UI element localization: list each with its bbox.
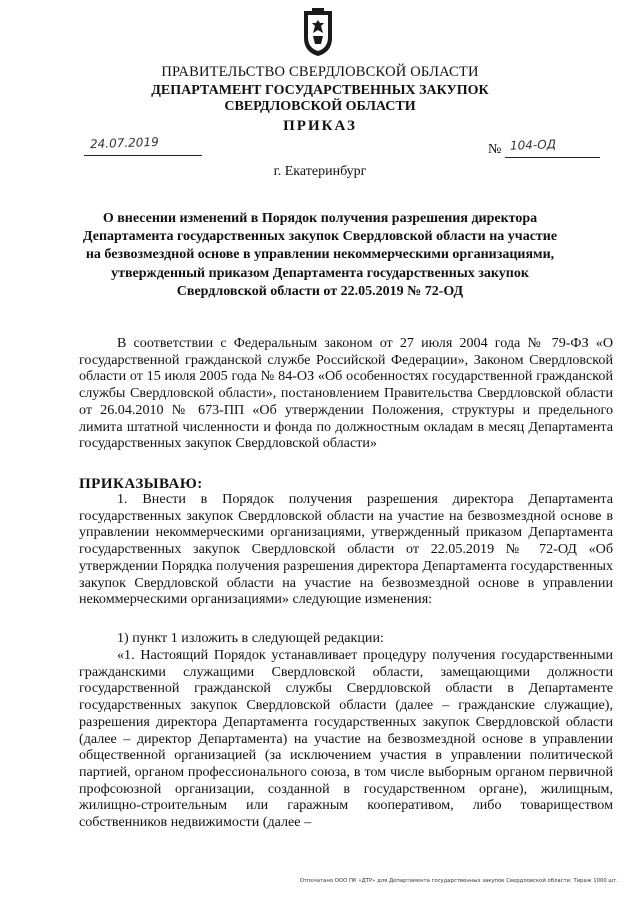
government-name: ПРАВИТЕЛЬСТВО СВЕРДЛОВСКОЙ ОБЛАСТИ bbox=[161, 64, 479, 80]
quoted-new-text-paragraph: «1. Настоящий Порядок устанавливает процедуру получения государственными гражданскими служащими Свердловской области, замещающими должности государственной гражданской службы Свердловской области в Департаменте государственных закупок Свердловской области (далее – гражданские служащие), разрешения директора Департамента государственных закупок Свердловской области (далее – директор Департамента) на участие на безвозмездной основе в управлении общественной организацией (за исключением участия в управлении политической партией, органом профессионального союза, в том числе выборным органом первичной профсоюзной организации, созданной в государственном органе), жилищным, жилищно-строительным или гаражным кооперативом, либо товариществом собственников недвижимости (далее – bbox=[79, 647, 613, 831]
order-word: ПРИКАЗЫВАЮ: bbox=[79, 476, 203, 492]
department-name-line2: СВЕРДЛОВСКОЙ ОБЛАСТИ bbox=[224, 99, 416, 114]
document-type: ПРИКАЗ bbox=[283, 118, 357, 134]
print-footer: Отпечатано ООО ПК «ДТР» для Департамента государственных закупок Свердловской области. Тираж 1000 шт. bbox=[299, 878, 618, 884]
date-underline bbox=[84, 155, 202, 156]
preamble-paragraph: В соответствии с Федеральным законом от 27 июля 2004 года № 79-ФЗ «О государственной гражданской службе Российской Федерации», Законом Свердловской области от 15 июля 2005 года № 84-ОЗ «Об особенностях государственной гражданской службы Свердловской области», постановлением Правительства Свердловской области от 26.04.2010 № 673-ПП «Об утверждении Положения, структуры и предельного лимита штатной численности и фонда по должностным окладам в месяц Департамента государственных закупок Свердловской области» bbox=[79, 335, 613, 452]
coat-of-arms-icon bbox=[302, 8, 334, 58]
department-name-line1: ДЕПАРТАМЕНТ ГОСУДАРСТВЕННЫХ ЗАКУПОК bbox=[151, 83, 489, 98]
order-date: 24.07.2019 bbox=[89, 134, 159, 152]
city: г. Екатеринбург bbox=[273, 164, 367, 179]
number-underline bbox=[505, 157, 600, 158]
number-sign: № bbox=[488, 142, 502, 157]
subitem-1-paragraph: 1) пункт 1 изложить в следующей редакции: bbox=[117, 630, 384, 646]
item-1-paragraph: 1. Внести в Порядок получения разрешения директора Департамента государственных закупок Свердловской области на участие на безвозмездной основе в управлении некоммерческими организациями, утвержденный приказом Департамента государственных закупок Свердловской области от 22.05.2019 № 72-ОД «Об утверждении Порядка получения разрешения директора Департамента государственных закупок Свердловской области на участие на безвозмездной основе в управлении некоммерческими организациями» следующие изменения: bbox=[79, 491, 613, 608]
document-title: О внесении изменений в Порядок получения разрешения директора Департамента государственных закупок Свердловской области на участие на безвозмездной основе в управлении некоммерческими организациями, утвержденный приказом Департамента государственных закупок Свердловской области от 22.05.2019 № 72-ОД bbox=[82, 211, 558, 299]
order-number: 104-ОД bbox=[509, 137, 557, 153]
